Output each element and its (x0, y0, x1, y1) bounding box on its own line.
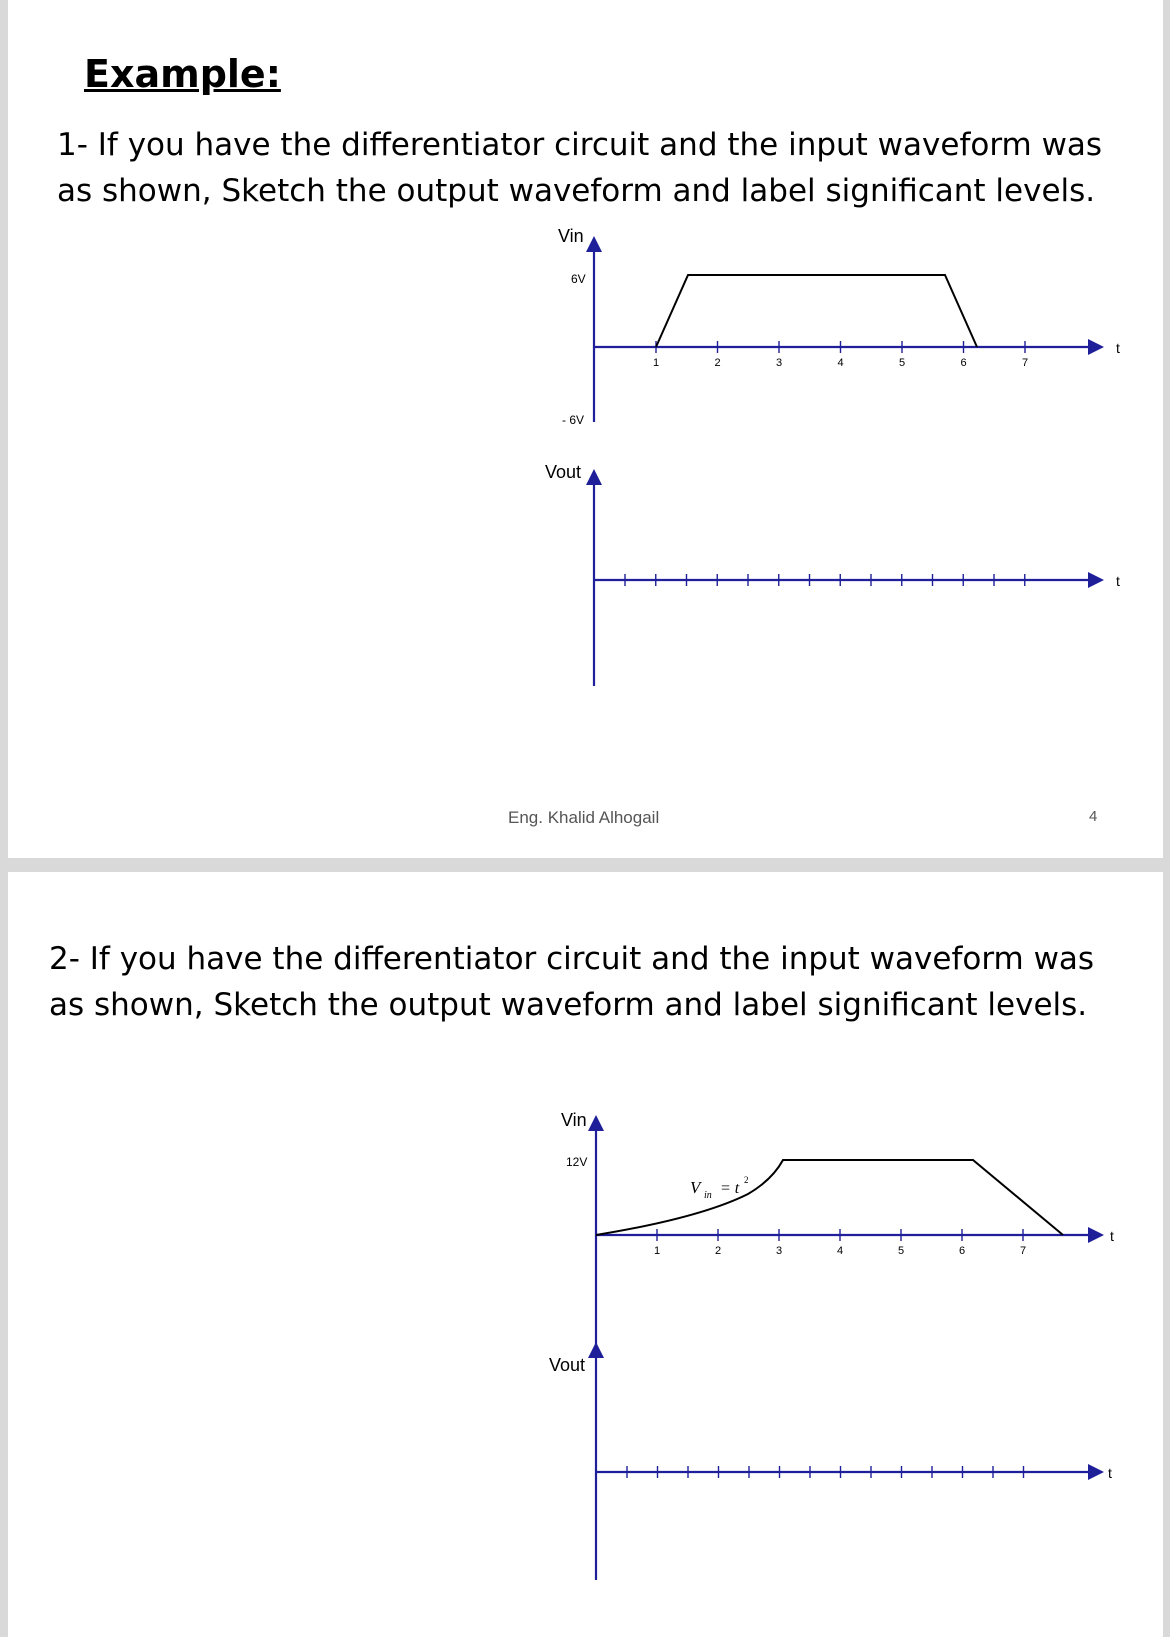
vin1-tick-label: 6 (960, 357, 967, 369)
footer-author: Eng. Khalid Alhogail (508, 808, 660, 827)
vin1-y-arrow-icon (586, 236, 602, 252)
question-2-number: 2- (49, 941, 80, 977)
vout2-time-label: t (1108, 1465, 1112, 1481)
vin2-tick-label: 5 (898, 1245, 905, 1257)
vin1-tick-label: 3 (776, 357, 783, 369)
vout-graph-1 (545, 462, 1120, 686)
vin1-ticks (653, 341, 1028, 369)
vin1-tick-label: 1 (653, 357, 660, 369)
vout1-axis-label: Vout (545, 462, 582, 482)
vin1-tick-label: 5 (899, 357, 906, 369)
vin2-ticks (654, 1229, 1026, 1257)
vin2-y-arrow-icon (588, 1115, 604, 1131)
vin1-x-arrow-icon (1088, 339, 1104, 355)
example-heading: Example: (84, 52, 281, 96)
vout-graph-2 (549, 1342, 1112, 1580)
footer-page-number: 4 (1089, 808, 1098, 825)
vin2-axis-label: Vin (561, 1110, 587, 1130)
vin1-tick-label: 4 (837, 357, 844, 369)
vout2-x-arrow-icon (1088, 1464, 1104, 1480)
vin-graph-2 (561, 1110, 1114, 1345)
vin-graph-1 (558, 226, 1120, 427)
vin2-tick-label: 4 (837, 1245, 844, 1257)
vout1-time-label: t (1116, 573, 1120, 589)
vin2-ylabel-top: 12V (566, 1155, 588, 1169)
vin2-tick-label: 7 (1020, 1245, 1027, 1257)
vin1-ylabel-bottom: - 6V (562, 413, 585, 427)
question-2-text: If you have the differentiator circuit and the input waveform was as shown, Sketch the output waveform and label significant levels. (49, 941, 1095, 1023)
vin2-tick-label: 2 (715, 1245, 722, 1257)
vout2-axis-label: Vout (549, 1355, 586, 1375)
vin1-axis-label: Vin (558, 226, 584, 246)
vin1-time-label: t (1116, 340, 1120, 356)
equation-power: 2 (744, 1175, 749, 1185)
vin1-tick-label: 7 (1022, 357, 1029, 369)
vin1-waveform (656, 275, 977, 347)
vin1-tick-label: 2 (714, 357, 721, 369)
vin2-time-label: t (1110, 1228, 1114, 1244)
vout2-y-arrow-icon (588, 1342, 604, 1358)
equation-rhs: = t (720, 1180, 740, 1197)
vin1-ylabel-top: 6V (571, 272, 586, 286)
vin2-tick-label: 6 (959, 1245, 966, 1257)
vin2-tick-label: 3 (776, 1245, 783, 1257)
vout1-y-arrow-icon (586, 469, 602, 485)
question-1-number: 1- (57, 127, 88, 163)
question-1-text: If you have the differentiator circuit and the input waveform was as shown, Sketch the output waveform and label significant levels. (57, 127, 1103, 209)
vin2-tick-label: 1 (654, 1245, 661, 1257)
equation-lhs: V (690, 1178, 701, 1197)
vin2-x-arrow-icon (1088, 1227, 1104, 1243)
equation-subscript: in (704, 1190, 712, 1201)
vout1-x-arrow-icon (1088, 572, 1104, 588)
vin2-waveform (596, 1160, 1063, 1235)
